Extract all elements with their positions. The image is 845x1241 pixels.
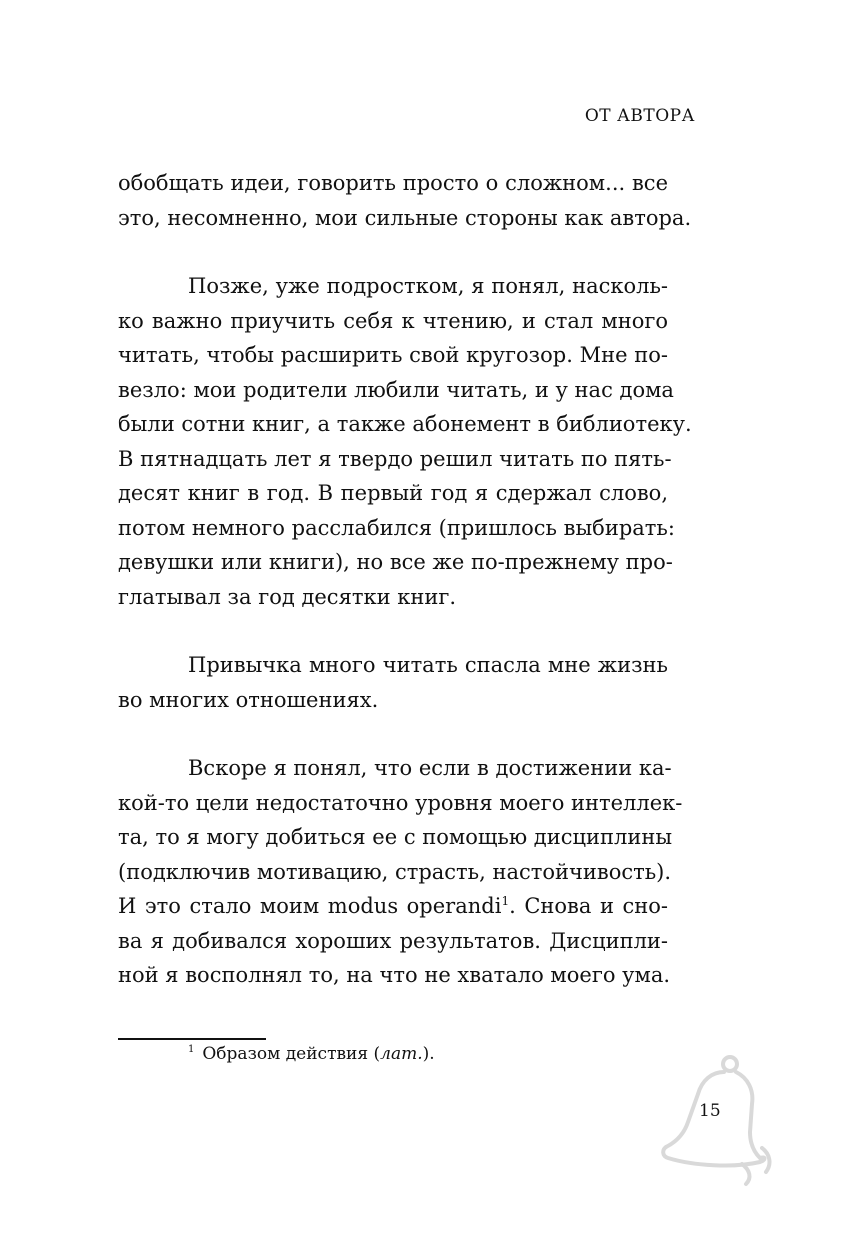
- footnote-italic: лат.: [380, 1044, 423, 1064]
- text-line: Привычка много читать спасла мне жизнь: [188, 653, 668, 677]
- text-line: это, несомненно, мои сильные стороны как автора.: [118, 205, 692, 230]
- text-line: та, то я могу добиться ее с помощью дисциплины: [118, 825, 673, 849]
- text-line: ной я восполнял то, на что не хватало моего ума.: [118, 963, 671, 987]
- text-line: десят книг в год. В первый год я сдержал слово,: [118, 481, 668, 505]
- text-line: ва я добивался хороших результатов. Дисципли-: [118, 928, 668, 953]
- text-line: читать, чтобы расширить свой кругозор. Мне по-: [118, 343, 668, 367]
- text-segment: И это стало моим modus operandi: [118, 894, 502, 918]
- footnote-ref[interactable]: 1: [501, 894, 510, 908]
- paragraph: [118, 269, 692, 614]
- page-number: 15: [699, 1101, 721, 1121]
- footnote-text: Образом действия (: [202, 1044, 381, 1064]
- text-segment: . Снова и сно-: [509, 894, 669, 918]
- text-line: (подключив мотивацию, страсть, настойчивость).: [118, 859, 672, 884]
- text-line: Вскоре я понял, что если в достижении ка-: [188, 756, 672, 780]
- text-line: обобщать идеи, говорить просто о сложном... все: [118, 171, 668, 195]
- text-line-with-footnote-ref: [118, 889, 668, 924]
- text-line: потом немного расслабился (пришлось выбирать:: [118, 515, 675, 540]
- text-line: Позже, уже подростком, я понял, насколь-: [188, 274, 668, 298]
- paragraph: [118, 751, 683, 993]
- paragraph: [118, 166, 692, 235]
- bell-icon: [654, 1052, 774, 1192]
- footnote-divider: [118, 1038, 266, 1040]
- text-line: везло: мои родители любили читать, и у нас дома: [118, 377, 674, 402]
- running-header: ОТ АВТОРА: [584, 106, 695, 126]
- text-line: девушки или книги), но все же по-прежнему про-: [118, 550, 673, 574]
- text-line: В пятнадцать лет я твердо решил читать по пять-: [118, 446, 672, 471]
- body-text: [118, 166, 692, 993]
- footnote-marker: 1: [188, 1044, 195, 1056]
- footnote: [188, 1044, 435, 1064]
- footnote-text-end: ).: [422, 1044, 435, 1064]
- text-line: во многих отношениях.: [118, 687, 379, 712]
- text-line: ко важно приучить себя к чтению, и стал много: [118, 308, 668, 333]
- text-line: кой-то цели недостаточно уровня моего интеллек-: [118, 790, 683, 815]
- text-line: глатывал за год десятки книг.: [118, 584, 457, 609]
- paragraph: [118, 648, 668, 717]
- text-line: были сотни книг, а также абонемент в библиотеку.: [118, 412, 692, 436]
